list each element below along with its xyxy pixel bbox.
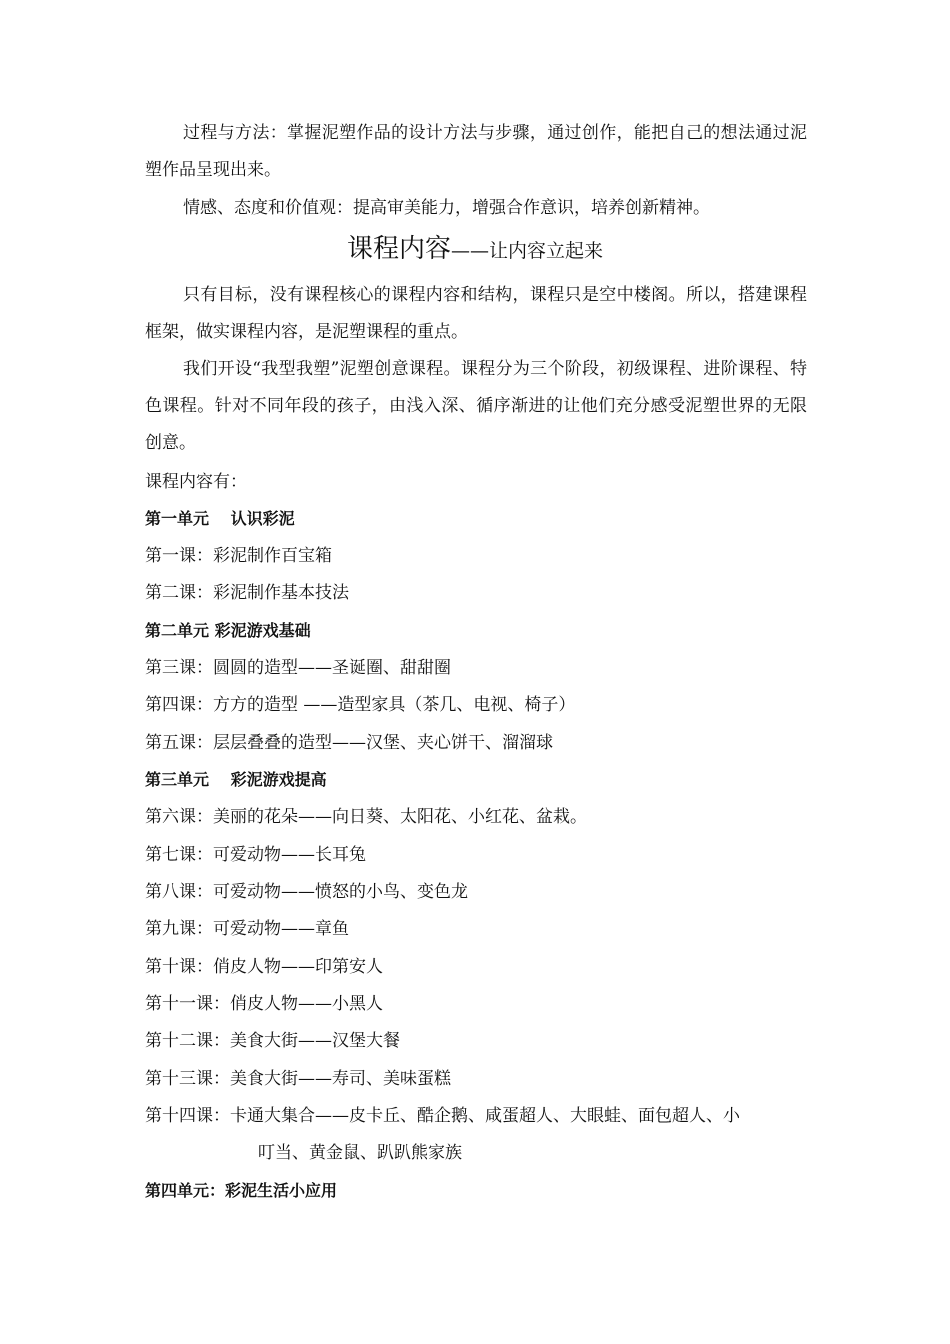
unit-4-heading: 第四单元：彩泥生活小应用 <box>145 1181 338 1200</box>
goal-emotion: 情感、态度和价值观：提高审美能力，增强合作意识，培养创新精神。 <box>183 198 710 218</box>
paragraph-1: 只有目标，没有课程核心的课程内容和结构，课程只是空中楼阁。所以，搭建课程框架，做实课程内容，是泥塑课程的重点。 <box>145 285 807 342</box>
goal-process: 过程与方法：掌握泥塑作品的设计方法与步骤，通过创作，能把自己的想法通过泥塑作品呈现出来。 <box>145 123 807 180</box>
lesson-4: 第四课：方方的造型 ——造型家具（茶几、电视、椅子） <box>145 695 576 715</box>
content-intro: 课程内容有： <box>145 472 247 492</box>
lesson-3: 第三课：圆圆的造型——圣诞圈、甜甜圈 <box>145 658 451 678</box>
lesson-5: 第五课：层层叠叠的造型——汉堡、夹心饼干、溜溜球 <box>145 733 553 753</box>
lesson-14-line-1: 卡通大集合——皮卡丘、酷企鹅、咸蛋超人、大眼蛙、面包超人、小 <box>230 1106 740 1126</box>
lesson-8: 第八课：可爱动物——愤怒的小鸟、变色龙 <box>145 882 468 902</box>
lesson-14-line-2: 叮当、黄金鼠、趴趴熊家族 <box>258 1143 462 1163</box>
section-title: 课程内容 <box>346 234 451 264</box>
lesson-12: 第十二课：美食大街——汉堡大餐 <box>145 1031 400 1051</box>
unit-1-heading: 第一单元 认识彩泥 <box>145 509 295 528</box>
lesson-6: 第六课：美丽的花朵——向日葵、太阳花、小红花、盆栽。 <box>145 807 587 827</box>
lesson-7: 第七课：可爱动物——长耳兔 <box>145 845 366 865</box>
unit-3-heading: 第三单元 彩泥游戏提高 <box>145 770 327 789</box>
unit-2-heading: 第二单元 彩泥游戏基础 <box>145 621 311 640</box>
lesson-9: 第九课：可爱动物——章鱼 <box>145 919 349 939</box>
lesson-10: 第十课：俏皮人物——印第安人 <box>145 957 383 977</box>
lesson-14 <box>145 1104 740 1128</box>
section-heading <box>0 228 950 265</box>
lesson-2: 第二课：彩泥制作基本技法 <box>145 583 349 603</box>
lesson-1: 第一课：彩泥制作百宝箱 <box>145 546 332 566</box>
lesson-14-label: 第十四课： <box>145 1106 230 1126</box>
lesson-13: 第十三课：美食大街——寿司、美味蛋糕 <box>145 1069 451 1089</box>
paragraph-2: 我们开设“我型我塑”泥塑创意课程。课程分为三个阶段，初级课程、进阶课程、特色课程。针对不同年段的孩子，由浅入深、循序渐进的让他们充分感受泥塑世界的无限创意。 <box>145 359 807 453</box>
lesson-11: 第十一课：俏皮人物——小黑人 <box>145 994 383 1014</box>
section-subtitle: ——让内容立起来 <box>451 240 604 262</box>
